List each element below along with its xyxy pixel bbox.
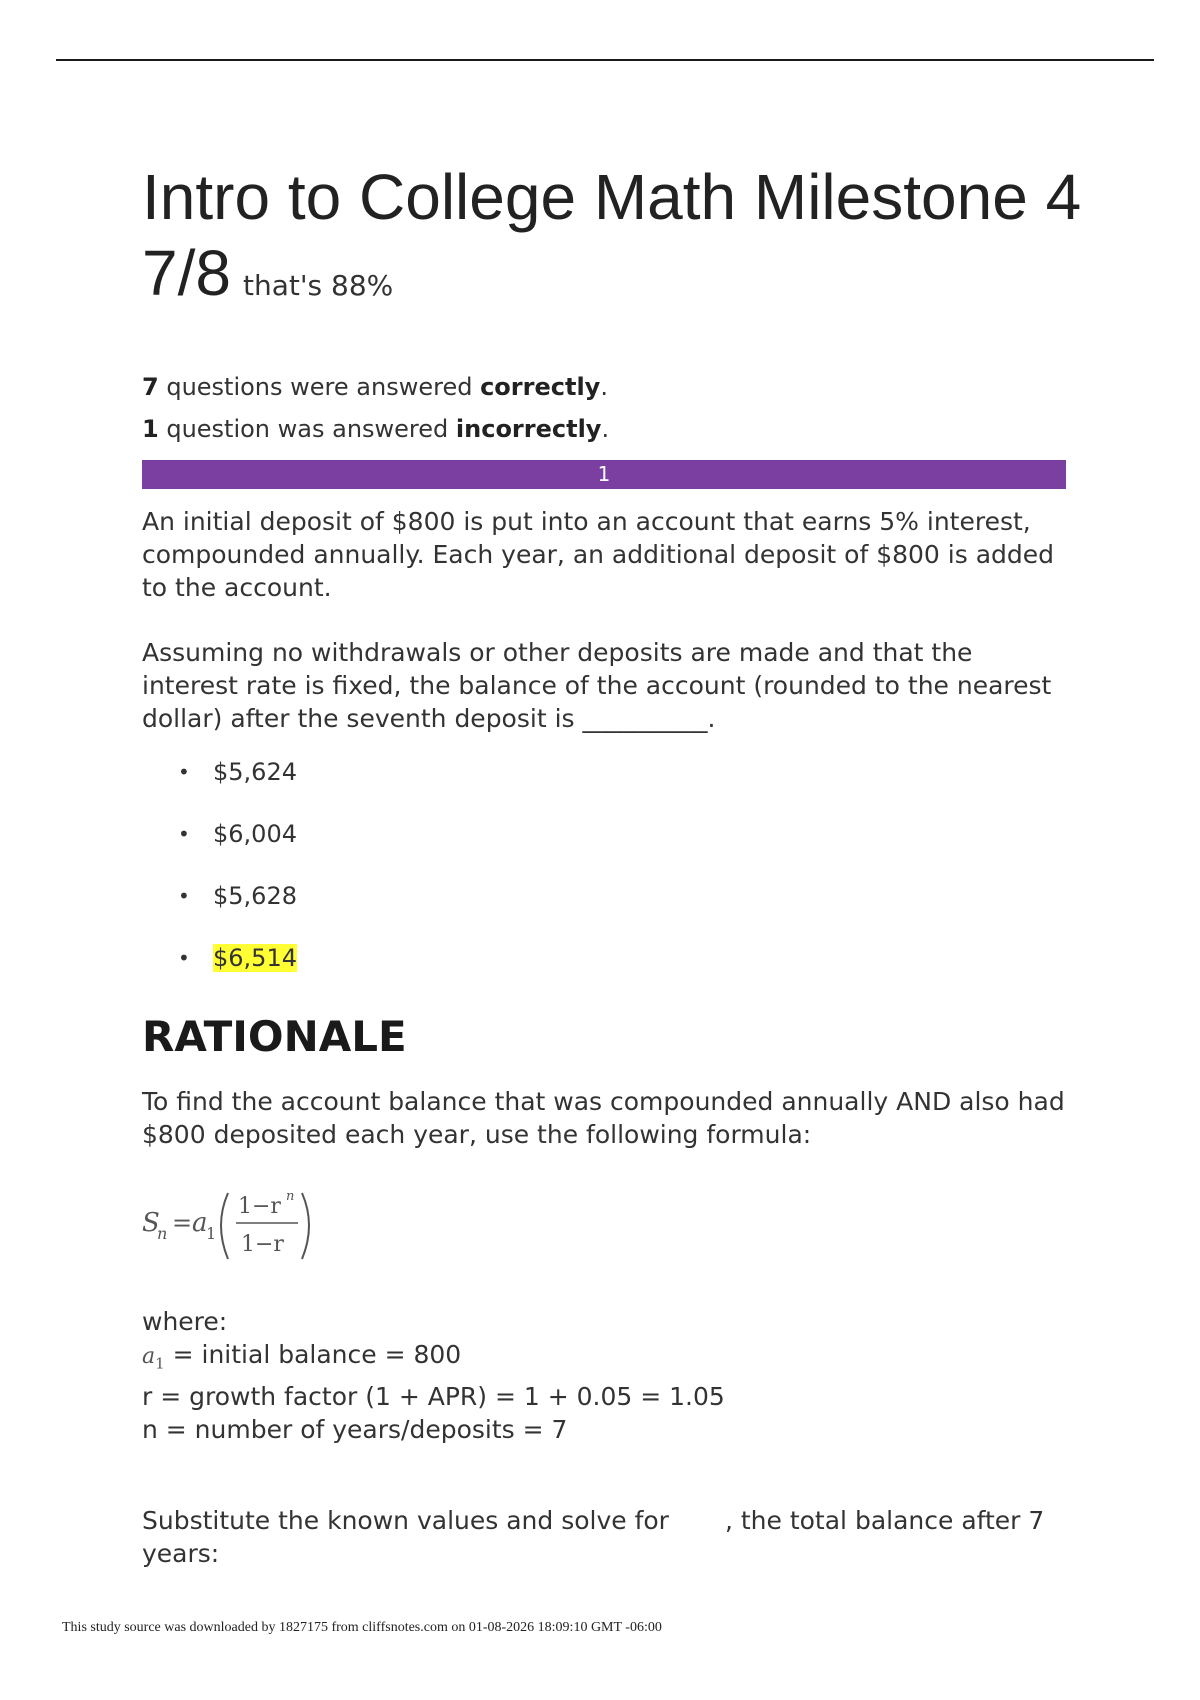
answer-option[interactable] [142, 881, 1066, 943]
answer-option-correct[interactable] [142, 943, 1066, 1005]
correct-count: 7 [142, 373, 159, 401]
formula-numerator: 1−r [238, 1194, 281, 1219]
formula-a: a [192, 1208, 208, 1238]
correct-summary [142, 366, 1066, 408]
answer-option[interactable] [142, 757, 1066, 819]
formula-equals: = [172, 1209, 193, 1237]
results-summary [142, 366, 1066, 450]
r-definition: r = growth factor (1 + APR) = 1 + 0.05 = 1.05 [142, 1382, 725, 1412]
n-definition: n = number of years/deposits = 7 [142, 1415, 568, 1445]
incorrect-text: question was answered [158, 415, 456, 443]
bullet-icon: • [178, 822, 190, 846]
substitute-after: , the total balance after 7 years: [142, 1506, 1045, 1569]
option-label-highlighted: $6,514 [213, 944, 297, 972]
incorrect-summary [142, 408, 1066, 450]
incorrect-period: . [601, 415, 610, 443]
a1-definition [142, 1338, 1066, 1380]
bullet-icon: • [178, 946, 190, 970]
question-prompt: Assuming no withdrawals or other deposits are made and that the interest rate is fixed, the balance of the account (rounded to the nearest dollar) after the seventh deposit is __________. [142, 638, 1052, 733]
incorrect-word: incorrectly [455, 415, 602, 443]
top-divider [56, 59, 1154, 61]
formula-lhs: S [142, 1208, 160, 1238]
score-percent: that's 88% [242, 269, 394, 302]
answer-options [142, 757, 1066, 1005]
page-title: Intro to College Math Milestone 4 [142, 161, 1082, 233]
variable-definitions [142, 1305, 1066, 1446]
formula-denominator: 1−r [241, 1232, 284, 1257]
formula-lhs-sub: n [157, 1224, 168, 1243]
correct-text: questions were answered [158, 373, 481, 401]
a1-text: = initial balance = 800 [164, 1340, 462, 1369]
rationale-heading: RATIONALE [142, 1012, 407, 1061]
formula-numerator-sup: n [286, 1189, 295, 1204]
bullet-icon: • [178, 760, 190, 784]
document-body [142, 160, 1082, 1570]
question-number-bar: 1 [142, 460, 1066, 489]
a1-subscript: 1 [155, 1354, 165, 1373]
substitute-before: Substitute the known values and solve for [142, 1506, 669, 1536]
score-fraction: 7/8 [142, 237, 231, 309]
right-paren-icon [302, 1193, 309, 1259]
option-label: $6,004 [213, 820, 297, 848]
option-label: $5,624 [213, 758, 297, 786]
download-footer: This study source was downloaded by 1827175 from cliffsnotes.com on 01-08-2026 18:09:10 GMT -06:00 [62, 1620, 662, 1635]
bullet-icon: • [178, 884, 190, 908]
rationale-intro: To find the account balance that was compounded annually AND also had $800 deposited each year, use the following formula: [142, 1087, 1065, 1149]
substitution-instruction [142, 1504, 1066, 1570]
formula-a-sub: 1 [206, 1224, 217, 1243]
formula-graphic [142, 1173, 342, 1273]
correct-period: . [600, 373, 608, 401]
left-paren-icon [221, 1193, 228, 1259]
question-text: An initial deposit of $800 is put into an account that earns 5% interest, compounded annually. Each year, an additional deposit of $800 is added to the account. [142, 507, 1055, 602]
correct-word: correctly [480, 373, 601, 401]
score-line [142, 234, 1066, 312]
answer-option[interactable] [142, 819, 1066, 881]
incorrect-count: 1 [142, 415, 159, 443]
sum-formula [142, 1173, 1066, 1273]
option-label: $5,628 [213, 882, 297, 910]
a1-symbol [142, 1344, 165, 1373]
where-label: where: [142, 1307, 228, 1336]
a1-letter: a [142, 1344, 156, 1369]
